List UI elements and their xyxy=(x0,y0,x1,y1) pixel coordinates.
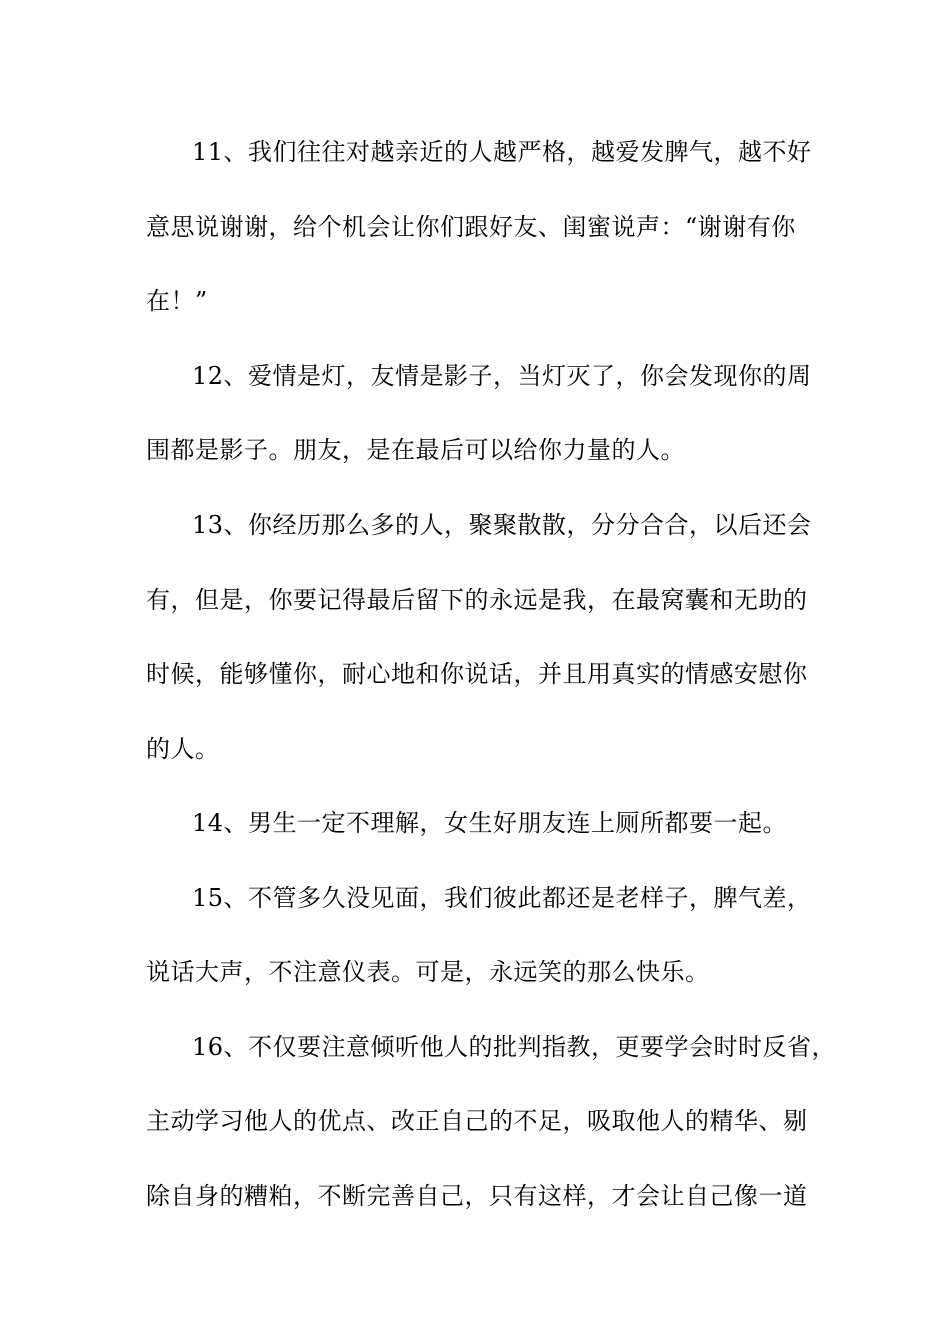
paragraph-line: 15、不管多久没见面，我们彼此都还是老样子，脾气差， xyxy=(192,884,812,912)
paragraph-line: 16、不仅要注意倾听他人的批判指教，更要学会时时反省， xyxy=(192,1033,837,1061)
paragraph-line: 13、你经历那么多的人，聚聚散散，分分合合，以后还会 xyxy=(192,511,812,539)
paragraph-line: 12、爱情是灯，友情是影子，当灯灭了，你会发现你的周 xyxy=(192,362,812,390)
paragraph-line: 14、男生一定不理解，女生好朋友连上厕所都要一起。 xyxy=(192,809,788,837)
paragraph-line: 说话大声，不注意仪表。可是，永远笑的那么快乐。 xyxy=(146,958,710,986)
paragraph-line: 在！” xyxy=(146,287,208,315)
paragraph-line: 时候，能够懂你，耐心地和你说话，并且用真实的情感安慰你 xyxy=(146,660,808,688)
paragraph-line: 的人。 xyxy=(146,735,220,763)
paragraph-line: 11、我们往往对越亲近的人越严格，越爱发脾气，越不好 xyxy=(192,138,812,166)
paragraph-line: 除自身的糟粕，不断完善自己，只有这样，才会让自己像一道 xyxy=(146,1182,808,1210)
paragraph-line: 意思说谢谢，给个机会让你们跟好友、闺蜜说声：“谢谢有你 xyxy=(146,213,796,241)
paragraph-line: 有，但是，你要记得最后留下的永远是我，在最窝囊和无助的 xyxy=(146,586,808,614)
paragraph-line: 围都是影子。朋友，是在最后可以给你力量的人。 xyxy=(146,436,685,464)
paragraph-line: 主动学习他人的优点、改正自己的不足，吸取他人的精华、剔 xyxy=(146,1107,808,1135)
